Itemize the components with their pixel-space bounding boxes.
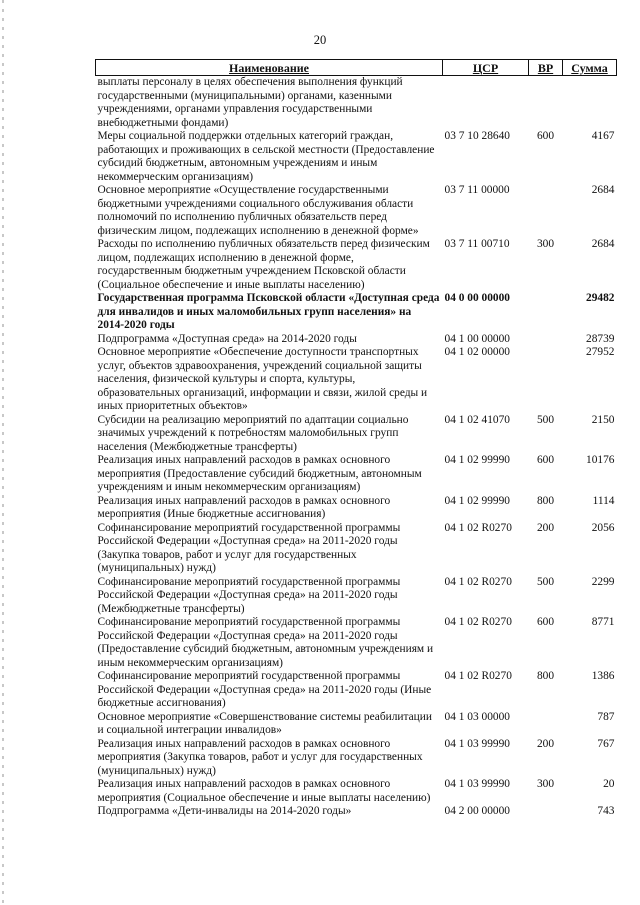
row-name: Меры социальной поддержки отдельных категорий граждан, работающих и проживающих в сельской местности (Предоставление субсидий бюджетным, автономным учреждениям и иным некоммерческим организациям) [97,130,435,183]
row-sum: 28739 [586,332,615,345]
row-csr: 04 1 03 00000 [444,710,510,723]
row-csr: 03 7 11 00000 [444,184,510,196]
row-sum: 2684 [591,238,615,250]
row-csr [443,76,529,131]
header-vr: ВР [529,60,563,76]
row-sum: 1386 [591,670,615,682]
row-vr [529,184,563,238]
table-row [96,778,617,805]
row-csr: 04 0 00 00000 [444,292,510,304]
table-row [96,711,617,738]
row-vr: 800 [536,670,555,682]
row-csr: 04 1 02 99990 [444,494,510,507]
row-name: Подпрограмма «Доступная среда» на 2014-2020 годы [97,332,357,345]
row-csr: 03 7 10 28640 [444,130,510,142]
table-row [96,414,617,455]
row-name: Государственная программа Псковской области «Доступная среда для инвалидов и иных маломобильных групп населения» на 2014-2020 годы [97,292,440,331]
row-csr: 04 1 03 99990 [444,737,510,750]
table-row [96,238,617,292]
table-row [96,616,617,670]
row-name: Реализация иных направлений расходов в рамках основного мероприятия (Иные бюджетные ассигнования) [97,494,391,520]
budget-table [95,59,617,819]
row-csr: 04 1 02 R0270 [444,521,512,534]
row-csr: 04 1 02 R0270 [444,670,512,682]
row-sum: 2150 [591,413,615,426]
row-sum: 2299 [591,575,615,588]
row-vr [529,333,563,347]
row-csr: 04 1 02 00000 [444,346,510,358]
scan-edge-marks [2,0,4,905]
row-sum: 743 [597,805,615,817]
row-csr: 03 7 11 00710 [444,238,510,250]
row-name: Реализация иных направлений расходов в рамках основного мероприятия (Предоставление субсидий бюджетным, автономным учреждениям и иным некоммерческим организациям) [97,454,422,493]
table-row [96,576,617,617]
row-vr [529,346,563,414]
row-csr: 04 1 02 99990 [444,454,510,466]
row-name: Софинансирование мероприятий государственной программы Российской Федерации «Доступная среда» на 2011-2020 годы (Закупка товаров, работ и услуг для государственных (муниципальных) нужд) [97,521,401,574]
row-name: Софинансирование мероприятий государственной программы Российской Федерации «Доступная среда» на 2011-2020 годы (Иные бюджетные ассигнования) [97,670,432,709]
table-row [96,522,617,576]
row-name: Расходы по исполнению публичных обязательств перед физическим лицом, подлежащих исполнению в денежной форме, государственным бюджетным учреждением Псковской области (Социальное обеспечение и иные выплаты населению) [97,238,430,291]
row-vr: 500 [536,575,555,588]
row-vr: 300 [536,238,555,250]
row-vr [529,76,563,131]
table-header-row [96,60,617,76]
row-name: Субсидии на реализацию мероприятий по адаптации социально значимых учреждений к потребностям маломобильных групп населения (Межбюджетные трансферты) [97,413,409,453]
row-vr [529,805,563,819]
row-name: Реализация иных направлений расходов в рамках основного мероприятия (Социальное обеспечение и иные выплаты населению) [97,778,431,804]
table-row [96,130,617,184]
row-vr [529,711,563,738]
row-csr: 04 1 02 R0270 [444,575,512,588]
row-name: Основное мероприятие «Совершенствование системы реабилитации и социальной интеграции инвалидов» [97,710,432,736]
row-sum: 2056 [591,521,615,534]
row-csr: 04 1 02 R0270 [444,616,512,628]
row-sum: 10176 [586,454,615,466]
row-csr: 04 2 00 00000 [444,805,510,817]
row-vr: 600 [536,130,555,142]
header-sum: Сумма [563,60,617,76]
table-row [96,333,617,347]
row-vr: 800 [536,494,555,507]
table-row [96,805,617,819]
row-name: Основное мероприятие «Осуществление государственными бюджетными учреждениями социального обслуживания области полномочий по исполнению публичных обязательств перед физическим лицом, подлежащих исполнению в денежной форме» [97,184,419,237]
row-name: Подпрограмма «Дети-инвалиды на 2014-2020 годы» [97,805,352,817]
table-row [96,76,617,131]
table-row [96,346,617,414]
row-sum: 4167 [591,130,615,142]
table-row [96,454,617,495]
row-sum: 767 [597,737,615,750]
table-row [96,495,617,522]
page-number: 20 [313,33,327,47]
row-name: Софинансирование мероприятий государственной программы Российской Федерации «Доступная среда» на 2011-2020 годы (Межбюджетные трансферты) [97,575,401,615]
row-csr: 04 1 00 00000 [444,332,510,345]
table-body [96,76,617,819]
row-name: Софинансирование мероприятий государственной программы Российской Федерации «Доступная среда» на 2011-2020 годы (Предоставление субсидий бюджетным, автономным учреждениям и иным некоммерческим организациям) [97,616,434,669]
row-vr: 200 [536,521,555,534]
row-vr: 300 [536,778,555,790]
row-sum: 29482 [586,292,615,304]
row-name: Реализация иных направлений расходов в рамках основного мероприятия (Закупка товаров, работ и услуг для государственных (муниципальных) нужд) [97,737,423,777]
row-csr: 04 1 03 99990 [444,778,510,790]
table-row [96,292,617,333]
row-sum [563,76,617,131]
row-sum: 2684 [591,184,615,196]
header-name: Наименование [96,60,443,76]
row-name: выплаты персоналу в целях обеспечения выполнения функций государственными (муниципальными) органами, казенными учреждениями, органами управления государственными внебюджетными фондами) [97,76,403,129]
row-name: Основное мероприятие «Обеспечение доступности транспортных услуг, объектов здравоохранения, учреждений социальной защиты населения, физической культуры и спорта, культуры, образовательных организаций, информации и связи, жилой среды и иных приоритетных объектов» [97,346,428,412]
header-csr: ЦСР [443,60,529,76]
row-vr [529,292,563,333]
row-vr: 600 [536,454,555,466]
row-sum: 27952 [586,346,615,358]
row-vr: 600 [536,616,555,628]
row-sum: 20 [603,778,615,790]
row-sum: 1114 [592,494,615,507]
table-row [96,738,617,779]
row-vr: 500 [536,413,555,426]
row-sum: 8771 [591,616,615,628]
row-csr: 04 1 02 41070 [444,413,510,426]
table-row [96,670,617,711]
table-row [96,184,617,238]
row-vr: 200 [536,737,555,750]
row-sum: 787 [597,710,615,723]
